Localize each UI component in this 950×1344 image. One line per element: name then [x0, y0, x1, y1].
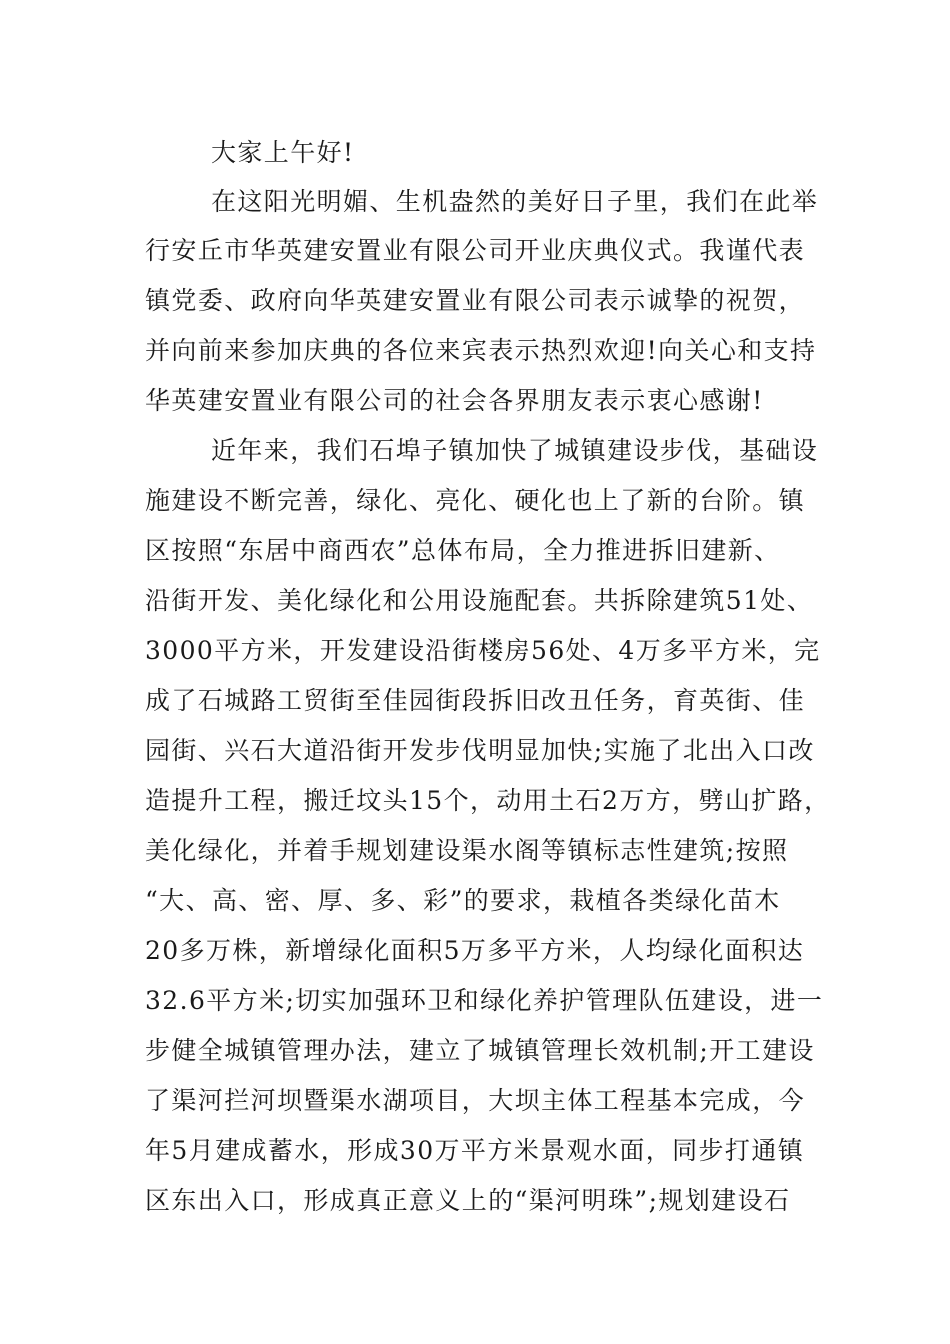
paragraph-2-line-9: 美化绿化，并着手规划建设渠水阁等镇标志性建筑;按照: [145, 836, 789, 865]
paragraph-2-line-2: 施建设不断完善，绿化、亮化、硬化也上了新的台阶。镇: [145, 486, 806, 515]
paragraph-1-line-2: 行安丘市华英建安置业有限公司开业庆典仪式。我谨代表: [145, 236, 806, 265]
paragraph-2-line-8: 造提升工程，搬迁坟头15个，动用土石2万方，劈山扩路，: [145, 786, 831, 815]
paragraph-2-line-14: 了渠河拦河坝暨渠水湖项目，大坝主体工程基本完成，今: [145, 1086, 806, 1115]
paragraph-1-line-5: 华英建安置业有限公司的社会各界朋友表示衷心感谢!: [145, 386, 764, 415]
paragraph-2-line-5: 3000平方米，开发建设沿街楼房56处、4万多平方米，完: [145, 636, 821, 665]
paragraph-2-line-1: 近年来，我们石埠子镇加快了城镇建设步伐，基础设: [211, 436, 819, 465]
paragraph-2-line-11: 20多万株，新增绿化面积5万多平方米，人均绿化面积达: [145, 936, 805, 965]
paragraph-2-line-15: 年5月建成蓄水，形成30万平方米景观水面，同步打通镇: [145, 1136, 805, 1165]
paragraph-2-line-4: 沿街开发、美化绿化和公用设施配套。共拆除建筑51处、: [145, 586, 814, 615]
paragraph-2-line-12: 32.6平方米;切实加强环卫和绿化养护管理队伍建设，进一: [145, 986, 824, 1015]
paragraph-2-line-10: “大、高、密、厚、多、彩”的要求，栽植各类绿化苗木: [145, 886, 781, 915]
paragraph-1-line-4: 并向前来参加庆典的各位来宾表示热烈欢迎!向关心和支持: [145, 336, 817, 365]
paragraph-2-line-16: 区东出入口，形成真正意义上的“渠河明珠”;规划建设石: [145, 1186, 791, 1215]
paragraph-1-line-3: 镇党委、政府向华英建安置业有限公司表示诚挚的祝贺，: [145, 286, 806, 315]
paragraph-2-line-3: 区按照“东居中商西农”总体布局，全力推进拆旧建新、: [145, 536, 781, 565]
paragraph-2-line-13: 步健全城镇管理办法，建立了城镇管理长效机制;开工建设: [145, 1036, 815, 1065]
greeting-line: 大家上午好!: [211, 138, 355, 167]
paragraph-1-line-1: 在这阳光明媚、生机盎然的美好日子里，我们在此举: [211, 187, 819, 216]
paragraph-2-line-7: 园街、兴石大道沿街开发步伐明显加快;实施了北出入口改: [145, 736, 815, 765]
paragraph-2-line-6: 成了石城路工贸街至佳园街段拆旧改丑任务，育英街、佳: [145, 686, 806, 715]
